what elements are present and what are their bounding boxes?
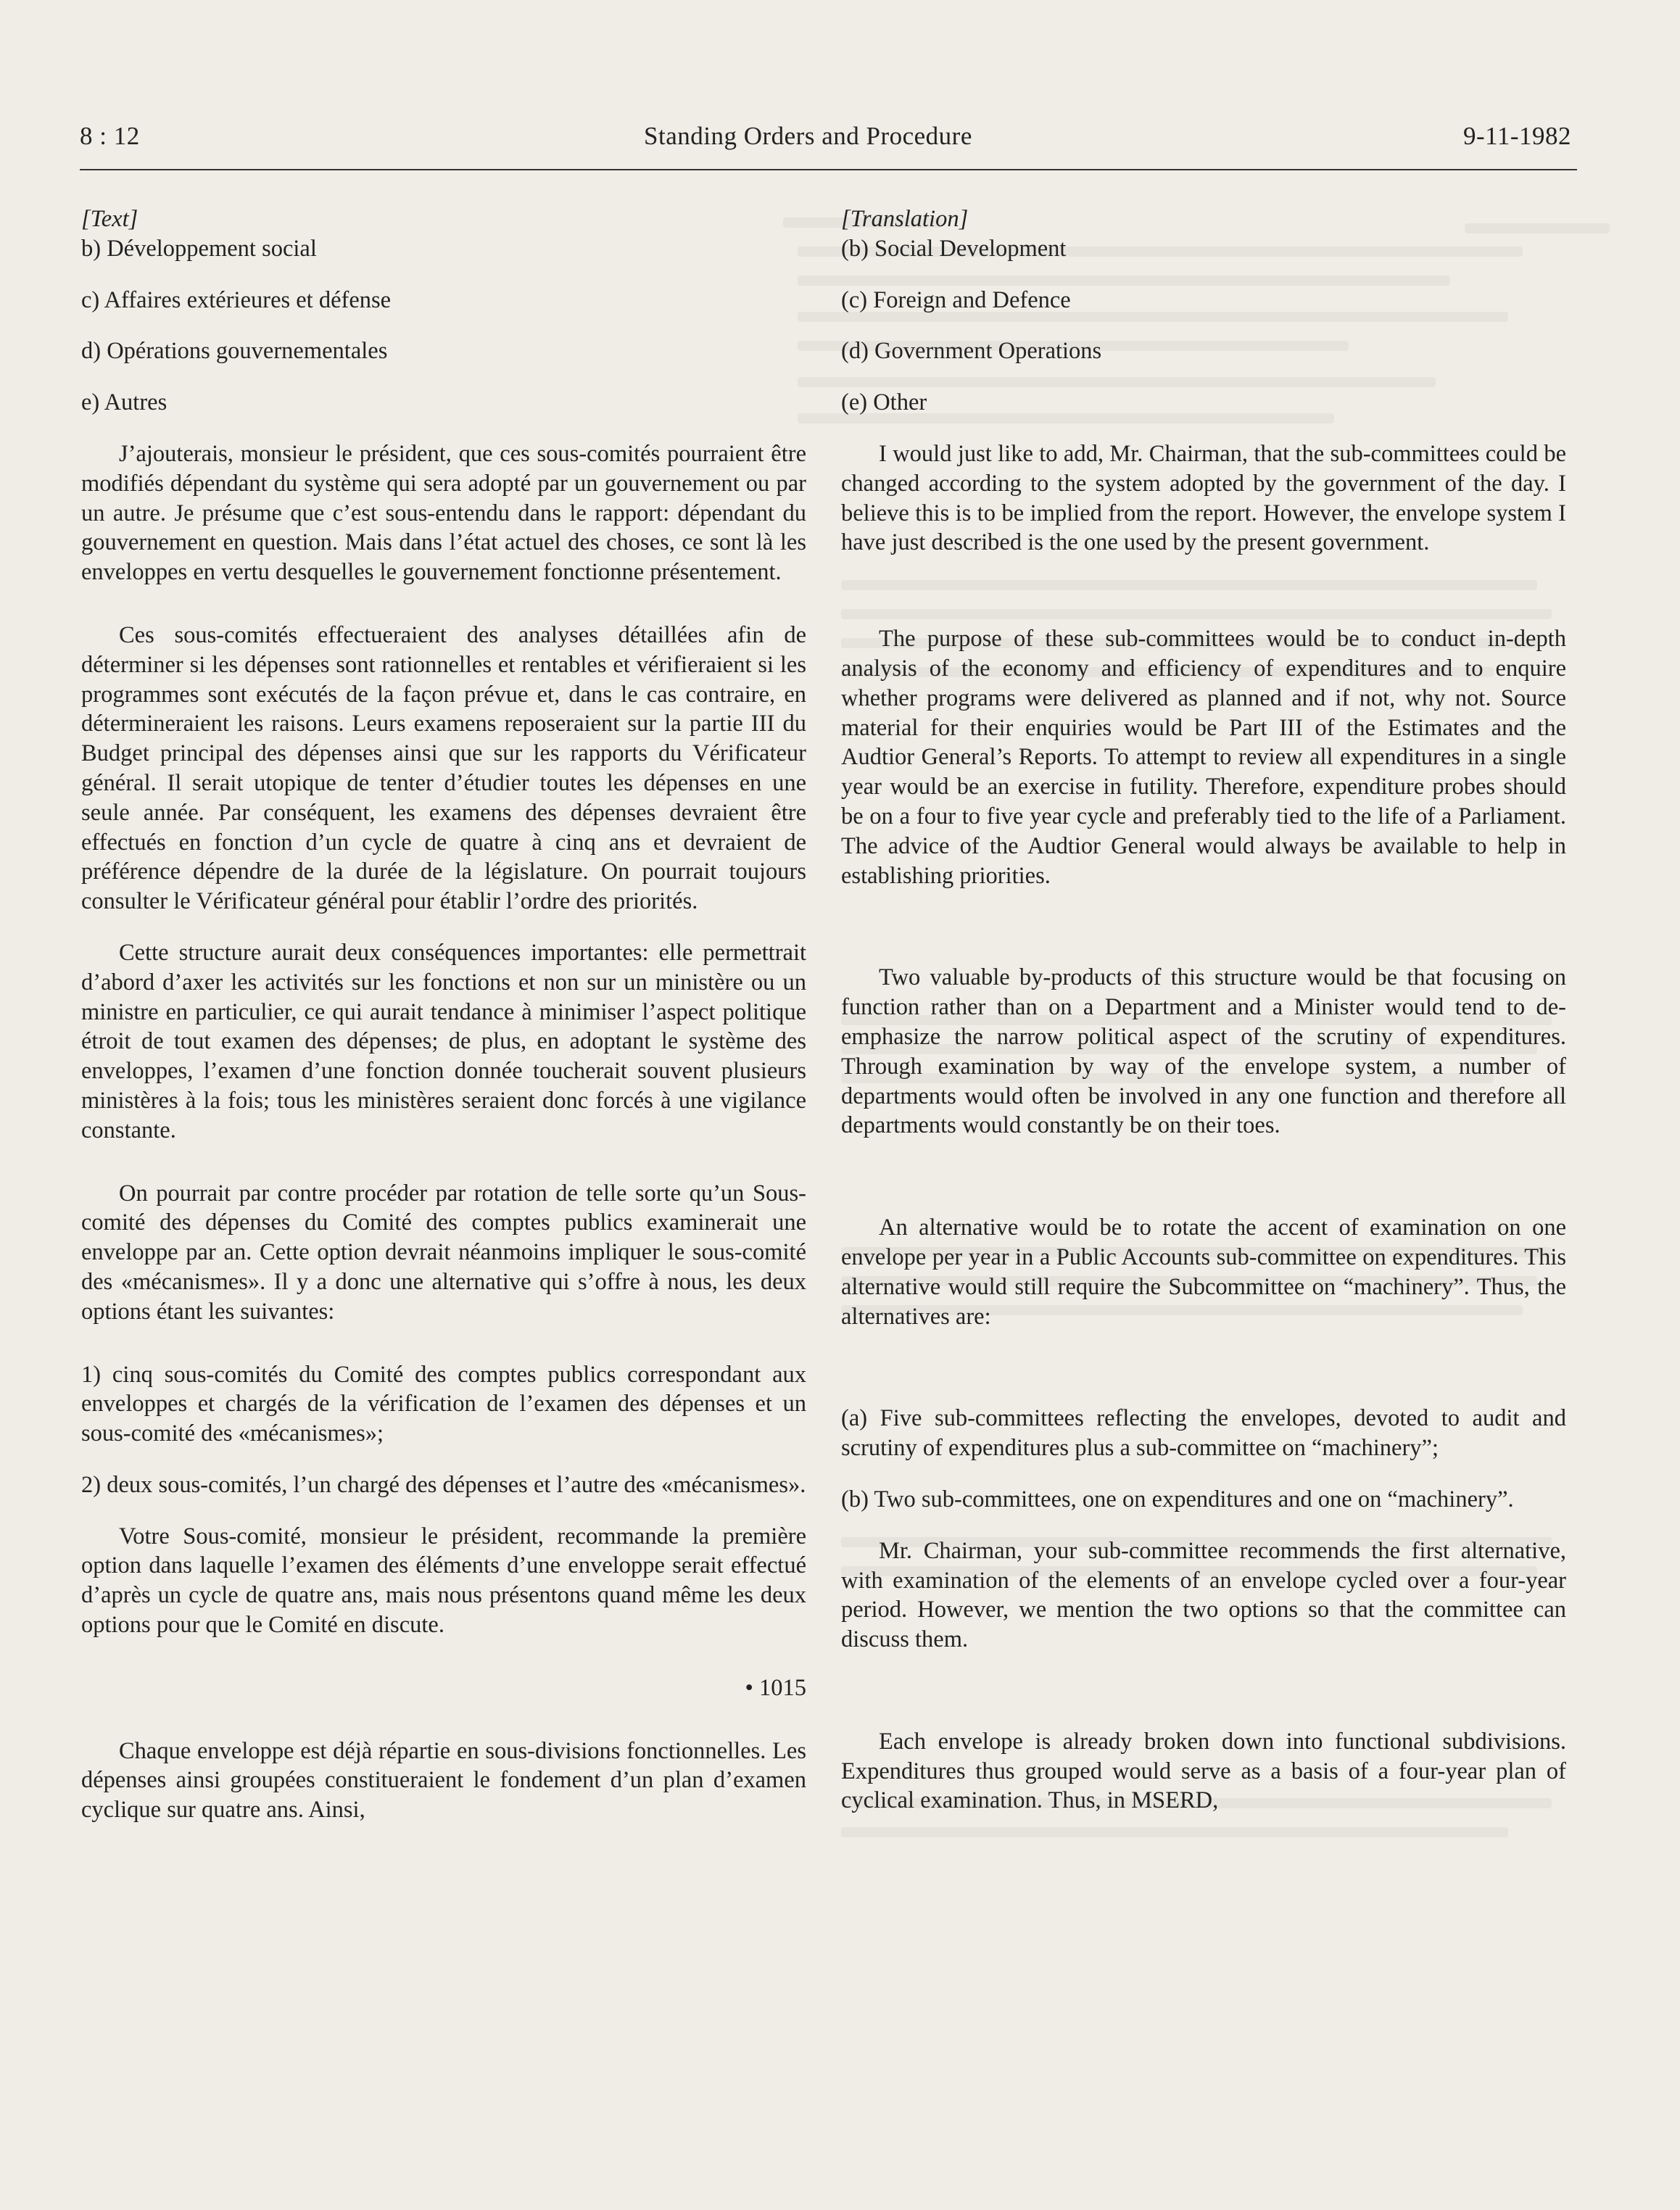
paragraph: Chaque enveloppe est déjà répartie en sous-divisions fonctionnelles. Les dépenses ainsi groupées constitueraient le fondement d’un plan d’examen cyclique sur quatre ans. Ainsi,	[81, 1737, 806, 1824]
paragraph: An alternative would be to rotate the accent of examination on one envelope per year in a Public Accounts sub-committee on expenditures. This alternative would still require the Subcommittee on “machinery”. Thus, the alternatives are:	[841, 1214, 1566, 1330]
running-header	[80, 122, 1571, 165]
paragraph: Two valuable by-products of this structure would be that focusing on function rather than on a Department and a Minister would tend to de-emphasize the narrow political aspect of the scrutiny of expenditures. Through examination by way of the envelope system, a number of departments would often be involved in any one function and therefore all departments would constantly be on their toes.	[841, 964, 1566, 1139]
option-item: (b) Two sub-committees, one on expenditures and one on “machinery”.	[841, 1486, 1514, 1512]
list-item: (b) Social Development	[841, 235, 1067, 262]
list-item: b) Développement social	[81, 235, 317, 262]
paragraph: I would just like to add, Mr. Chairman, that the sub-committees could be changed according to the system adopted by the government of the day. I believe this is to be implied from the report. However, the envelope system I have just described is the one used by the present government.	[841, 440, 1566, 556]
running-title: Standing Orders and Procedure	[644, 122, 972, 150]
paragraph: Cette structure aurait deux conséquences importantes: elle permettrait d’abord d’axer les activités sur les fonctions et non sur un ministère ou un ministre en particulier, ce qui aurait tendance à minimiser l’aspect politique étroit de tout examen des dépenses; de plus, en adoptant le système des enveloppes, l’examen d’une fonction donnée toucherait souvent plusieurs ministères à la fois; tous les ministères seraient donc forcés à une vigilance constante.	[81, 939, 806, 1143]
header-rule	[80, 169, 1577, 170]
paragraph: On pourrait par contre procéder par rotation de telle sorte qu’un Sous-comité des dépenses du Comité des comptes publics examinerait une enveloppe par an. Cette option devrait néanmoins impliquer le sous-comité des «mécanismes». Il y a donc une alternative qui s’offre à nous, les deux options étant les suivantes:	[81, 1180, 806, 1325]
paragraph: Ces sous-comités effectueraient des analyses détaillées afin de déterminer si les dépenses sont rationnelles et rentables et vérifieraient si les programmes sont exécutés de la façon prévue et, dans le cas contraire, en détermineraient les raisons. Leurs examens reposeraient sur la partie III du Budget principal des dépenses ainsi que sur les rapports du Vérificateur général. Il serait utopique de tenter d’étudier toutes les dépenses en une seule année. Par conséquent, les examens des dépenses devraient être effectués en fonction d’un cycle de quatre à cinq ans et devraient de préférence dépendre de la durée de la législature. On pourrait toujours consulter le Vérificateur général pour établir l’ordre des priorités.	[81, 621, 806, 915]
paragraph: Votre Sous-comité, monsieur le président, recommande la première option dans laquelle l’examen des éléments d’une enveloppe serait effectué d’après un cycle de quatre ans, mais nous présentons quand même les deux options pour que le Comité en discute.	[81, 1523, 806, 1639]
time-marker: • 1015	[745, 1674, 806, 1701]
option-item: 1) cinq sous-comités du Comité des comptes publics correspondant aux enveloppes et chargés de la vérification de l’examen des dépenses et un sous-comité des «mécanismes»;	[81, 1361, 806, 1447]
english-column	[841, 204, 1566, 1816]
paragraph: J’ajouterais, monsieur le président, que ces sous-comités pourraient être modifiés dépendant du système qui sera adopté par un gouvernement ou par un autre. Je présume que c’est sous-entendu dans le rapport: dépendant du gouvernement en question. Mais dans l’état actuel des choses, ce sont là les enveloppes en vertu desquelles le gouvernement fonctionne présentement.	[81, 440, 806, 586]
option-item: 2) deux sous-comités, l’un chargé des dépenses et l’autre des «mécanismes».	[81, 1471, 806, 1498]
translation-heading: [Translation]	[841, 206, 969, 232]
list-item: (c) Foreign and Defence	[841, 286, 1071, 313]
text-heading: [Text]	[81, 206, 138, 232]
option-item: (a) Five sub-committees reflecting the envelopes, devoted to audit and scrutiny of expenditures plus a sub-committee on “machinery”;	[841, 1405, 1566, 1462]
paragraph: The purpose of these sub-committees would be to conduct in-depth analysis of the economy and efficiency of expenditures and to enquire whether programs were delivered as planned and if not, why not. Source material for their enquiries would be Part III of the Estimates and the Audtior General’s Reports. To attempt to review all expenditures in a single year would be an exercise in futility. Therefore, expenditure probes should be on a four to five year cycle and preferably tied to the life of a Parliament. The advice of the Audtior General would always be available to help in establishing priorities.	[841, 626, 1566, 889]
header-date: 9-11-1982	[1462, 122, 1571, 150]
list-item: c) Affaires extérieures et défense	[81, 286, 392, 313]
list-item: (e) Other	[841, 389, 927, 416]
list-item: (d) Government Operations	[841, 338, 1102, 365]
list-item: d) Opérations gouvernementales	[81, 338, 388, 365]
french-column	[81, 204, 806, 1825]
page-number: 8 : 12	[80, 122, 140, 150]
list-item: e) Autres	[81, 389, 167, 416]
paragraph: Mr. Chairman, your sub-committee recommends the first alternative, with examination of the elements of an envelope cycled over a four-year period. However, we mention the two options so that the committee can discuss them.	[841, 1537, 1566, 1653]
paragraph: Each envelope is already broken down into functional subdivisions. Expenditures thus grouped would serve as a basis of a four-year plan of cyclical examination. Thus, in MSERD,	[841, 1728, 1566, 1814]
